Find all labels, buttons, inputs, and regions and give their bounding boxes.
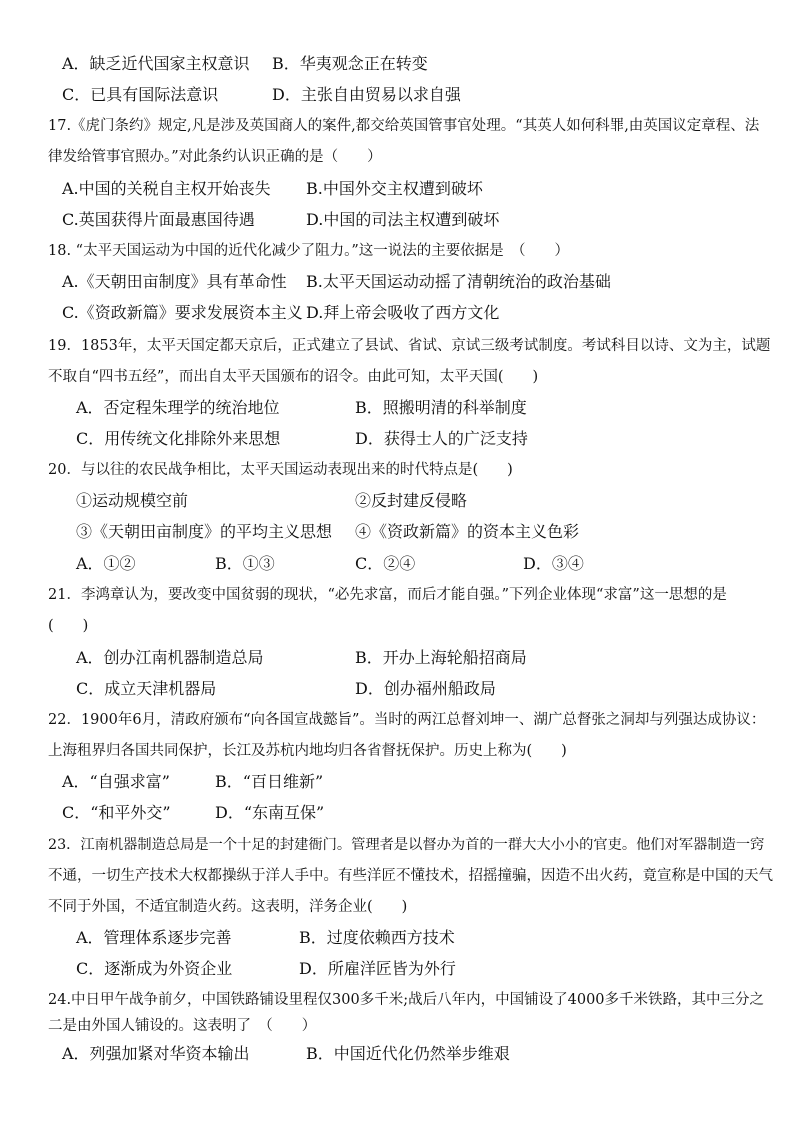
q19-option-c: C．用传统文化排除外来思想: [76, 429, 281, 448]
q21-option-b: B．开办上海轮船招商局: [355, 648, 527, 667]
q20-item-3: ③《天朝田亩制度》的平均主义思想: [76, 522, 333, 541]
q19-stem-line-1: 19．1853年，太平天国定都天京后，正式建立了县试、省试、京试三级考试制度。考试科目以诗、文为主，试题: [48, 338, 771, 354]
q23-options-row-2: [0, 956, 794, 982]
q23-option-b: B．过度依赖西方技术: [299, 928, 455, 947]
q16-option-a: A．缺乏近代国家主权意识: [62, 54, 250, 73]
q20-stem-line-1: 20．与以往的农民战争相比，太平天国运动表现出来的时代特点是( ): [48, 462, 513, 478]
q20-items-row-2: [0, 519, 794, 545]
q21-stem-line-1: 21．李鸿章认为，要改变中国贫弱的现状，“必先求富，而后才能自强。”下列企业体现“求富”这一思想的是: [48, 587, 727, 603]
q21-option-d: D．创办福州船政局: [355, 679, 496, 698]
q17-option-a: A.中国的关税自主权开始丧失: [62, 179, 271, 198]
q20-item-1: ①运动规模空前: [76, 491, 189, 510]
q24-stem-line-2: 二是由外国人铺设的。这表明了 （ ）: [48, 1018, 317, 1034]
q20-option-a: A．①②: [76, 554, 136, 573]
q23-options-row-1: [0, 925, 794, 951]
q22-option-a: A．“自强求富”: [62, 772, 170, 791]
q16-options-row-1: [0, 51, 794, 77]
q19-options-row-2: [0, 426, 794, 452]
q20-items-row-1: [0, 488, 794, 514]
q24-options-row-1: [0, 1041, 794, 1067]
q17-option-b: B.中国外交主权遭到破坏: [306, 179, 483, 198]
q22-option-d: D．“东南互保”: [215, 803, 325, 822]
q18-option-a: A.《天朝田亩制度》具有革命性: [62, 272, 287, 291]
q18-option-c: C.《资政新篇》要求发展资本主义: [62, 303, 303, 322]
q20-options-row: [0, 551, 794, 577]
q18-option-d: D.拜上帝会吸收了西方文化: [306, 303, 500, 322]
q21-options-row-2: [0, 676, 794, 702]
q21-stem-line-2: ( ): [48, 618, 89, 634]
q19-option-b: B．照搬明清的科举制度: [355, 398, 527, 417]
q23-option-d: D．所雇洋匠皆为外行: [299, 959, 456, 978]
q16-option-d: D．主张自由贸易以求自强: [272, 85, 461, 104]
q19-option-d: D．获得士人的广泛支持: [355, 429, 528, 448]
q17-stem-line-1: 17.《虎门条约》规定,凡是涉及英国商人的案件,都交给英国管事官处理。“其英人如何科罪,由英国议定章程、法: [48, 118, 760, 134]
q20-item-2: ②反封建反侵略: [355, 491, 468, 510]
q23-stem-line-2: 不通，一切生产技术大权都操纵于洋人手中。有些洋匠不懂技术，招摇撞骗，因造不出火药，竟宣称是中国的天气: [48, 868, 773, 884]
q18-option-b: B.太平天国运动动摇了清朝统治的政治基础: [306, 272, 611, 291]
q19-options-row-1: [0, 395, 794, 421]
q22-stem-line-2: 上海租界归各国共同保护，长江及苏杭内地均归各省督抚保护。历史上称为( ): [48, 743, 567, 759]
q17-option-c: C.英国获得片面最惠国待遇: [62, 210, 255, 229]
q22-options-row-2: [0, 800, 794, 826]
q19-option-a: A．否定程朱理学的统治地位: [76, 398, 280, 417]
q20-option-d: D．③④: [523, 554, 584, 573]
q16-options-row-2: [0, 82, 794, 108]
q23-option-c: C．逐渐成为外资企业: [76, 959, 233, 978]
q23-stem-line-1: 23．江南机器制造总局是一个十足的封建衙门。管理者是以督办为首的一群大大小小的官吏。他们对军器制造一窍: [48, 837, 765, 853]
q22-options-row-1: [0, 769, 794, 795]
q21-options-row-1: [0, 645, 794, 671]
q23-stem-line-3: 不同于外国，不适宜制造火药。这表明，洋务企业( ): [48, 899, 408, 915]
q24-option-b: B．中国近代化仍然举步维艰: [306, 1044, 510, 1063]
q17-options-row-2: [0, 207, 794, 233]
q16-option-b: B．华夷观念正在转变: [272, 54, 428, 73]
q17-stem-line-2: 律发给管事官照办。”对此条约认识正确的是（ ）: [48, 149, 382, 165]
q20-option-c: C．②④: [355, 554, 416, 573]
q24-stem-line-1: 24.中日甲午战争前夕，中国铁路铺设里程仅300多千米;战后八年内，中国铺设了4000多千米铁路，其中三分之: [48, 992, 765, 1008]
q18-options-row-1: [0, 269, 794, 295]
q20-option-b: B．①③: [215, 554, 275, 573]
q22-option-c: C．“和平外交”: [62, 803, 171, 822]
q21-option-c: C．成立天津机器局: [76, 679, 217, 698]
q22-stem-line-1: 22．1900年6月，清政府颁布“向各国宣战懿旨”。当时的两江总督刘坤一、湖广总督张之洞却与列强达成协议：: [48, 712, 766, 728]
q17-options-row-1: [0, 176, 794, 202]
q20-item-4: ④《资政新篇》的资本主义色彩: [355, 522, 580, 541]
q22-option-b: B．“百日维新”: [215, 772, 324, 791]
q16-option-c: C．已具有国际法意识: [62, 85, 219, 104]
q19-stem-line-2: 不取自“四书五经”，而出自太平天国颁布的诏令。由此可知，太平天国( ): [48, 369, 539, 385]
q24-option-a: A．列强加紧对华资本输出: [62, 1044, 250, 1063]
q18-stem-line-1: 18. “太平天国运动为中国的近代化减少了阻力。”这一说法的主要依据是 （ ）: [48, 243, 569, 259]
q23-option-a: A．管理体系逐步完善: [76, 928, 232, 947]
q21-option-a: A．创办江南机器制造总局: [76, 648, 264, 667]
q18-options-row-2: [0, 300, 794, 326]
q17-option-d: D.中国的司法主权遭到破坏: [306, 210, 500, 229]
